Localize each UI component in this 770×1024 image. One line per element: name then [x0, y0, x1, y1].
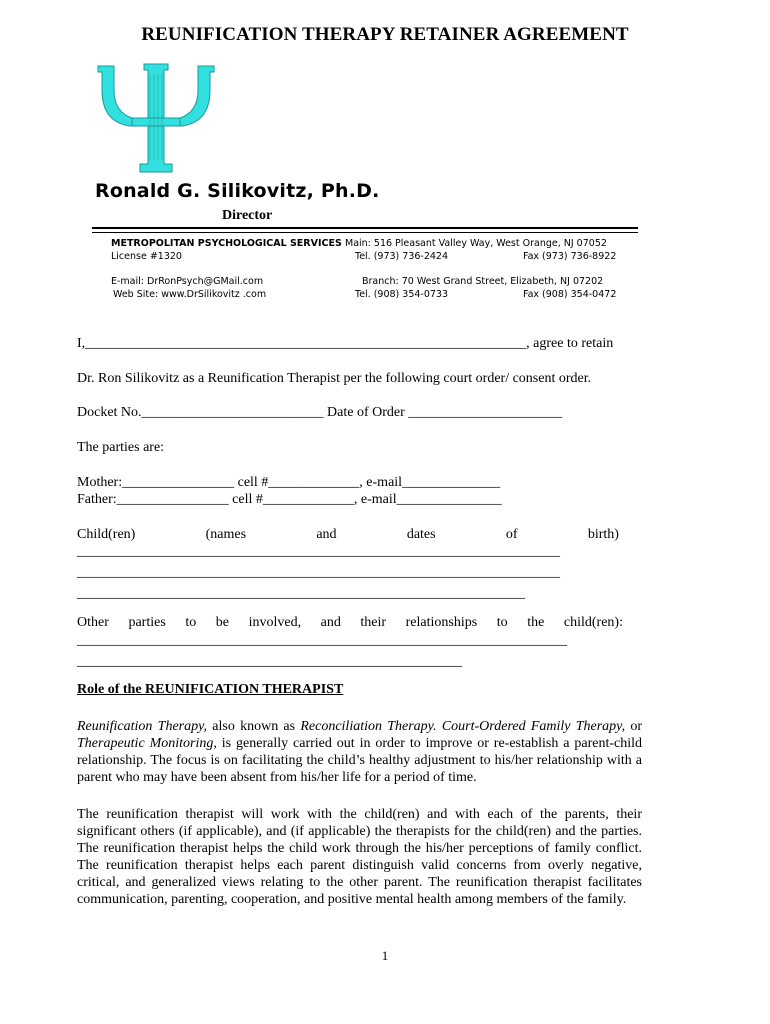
other-word: relationships [405, 615, 478, 630]
main-office-fax: Fax (973) 736-8922 [523, 251, 617, 262]
branch-office-address: Branch: 70 West Grand Street, Elizabeth, NJ 07202 [362, 276, 604, 287]
doctor-name: Ronald G. Silikovitz, Ph.D. [95, 180, 380, 202]
term-monitoring: Therapeutic Monitoring [77, 736, 214, 751]
children-word: and [316, 527, 337, 542]
mother-line: Mother:________________ cell #_____________, e-mail______________ [77, 475, 501, 490]
website-address: Web Site: www.DrSilikovitz .com [113, 289, 267, 300]
main-office-address: Main: 516 Pleasant Valley Way, West Orange, NJ 07052 [345, 238, 607, 249]
header-rule-thin [92, 232, 638, 233]
children-word: Child(ren) [77, 527, 136, 542]
main-office-tel: Tel. (973) 736-2424 [355, 251, 449, 262]
children-word: (names [205, 527, 247, 542]
branch-office-tel: Tel. (908) 354-0733 [355, 289, 449, 300]
children-word: birth) [587, 527, 619, 542]
paragraph-therapist-role: The reunification therapist will work with the child(ren) and with each of the parents, their significant others (if applicable), and (if applicable) the therapists for the child(ren) and the parties. The reunification therapist helps the child work through the his/her perceptions of family conflict. The reunification therapist helps each parent distinguish valid concerns from overly negative, critical, and generalized views relating to the other parent. The reunification therapist facilitates communication, parenting, cooperation, and positive mental health among members of the family. [77, 807, 642, 907]
other-word: be [215, 615, 230, 630]
other-word: Other [77, 615, 109, 630]
term-reconciliation: Reconciliation Therapy. Court-Ordered Family Therapy, [300, 719, 626, 734]
email-address: E-mail: DrRonPsych@GMail.com [111, 276, 264, 287]
other-word: to [496, 615, 508, 630]
docket-line: Docket No.__________________________ Date of Order ______________________ [77, 405, 563, 420]
children-blank-line: _____________________________________________________________________ [77, 544, 560, 559]
other-word: to [185, 615, 197, 630]
practice-name: METROPOLITAN PSYCHOLOGICAL SERVICES [111, 238, 342, 249]
psi-logo-icon [92, 60, 220, 178]
children-word: of [505, 527, 518, 542]
parties-label: The parties are: [77, 440, 165, 455]
children-label-line [77, 526, 619, 543]
p1-text: also known as [207, 719, 301, 734]
p1-text: or [625, 719, 643, 734]
director-title: Director [222, 208, 273, 223]
other-word: and [320, 615, 341, 630]
children-blank-line: _____________________________________________________________________ [77, 565, 560, 580]
license-number: License #1320 [111, 251, 182, 262]
other-blank-line: ______________________________________________________________________ [77, 633, 567, 648]
term-reunification: Reunification Therapy, [77, 719, 208, 734]
branch-office-fax: Fax (908) 354-0472 [523, 289, 617, 300]
children-blank-line: ________________________________________________________________ [77, 586, 525, 601]
other-blank-line: _______________________________________________________ [77, 654, 462, 669]
paragraph-definition [77, 718, 642, 786]
header-rule-thick [92, 227, 638, 229]
section-heading: Role of the REUNIFICATION THERAPIST [77, 682, 344, 697]
other-word: involved, [248, 615, 302, 630]
other-word: parties [128, 615, 166, 630]
other-parties-line [77, 614, 623, 631]
page-number: 1 [381, 948, 389, 963]
father-line: Father:________________ cell #_____________, e-mail_______________ [77, 492, 502, 507]
court-order-line: Dr. Ron Silikovitz as a Reunification Therapist per the following court order/ consent order. [77, 371, 592, 386]
retain-line: I,_______________________________________________________________, agree to retain [77, 336, 614, 351]
other-word: the [527, 615, 545, 630]
document-title: REUNIFICATION THERAPY RETAINER AGREEMENT [141, 24, 629, 45]
other-word: their [360, 615, 387, 630]
other-word: child(ren): [563, 615, 623, 630]
children-word: dates [406, 527, 436, 542]
p1-text: , is generally carried out in order to improve or re-establish a parent-child relationship. The focus is on facilitating the child’s healthy adjustment to his/her relationship with a parent who may have been absent from his/her life for a period of time. [77, 736, 643, 785]
